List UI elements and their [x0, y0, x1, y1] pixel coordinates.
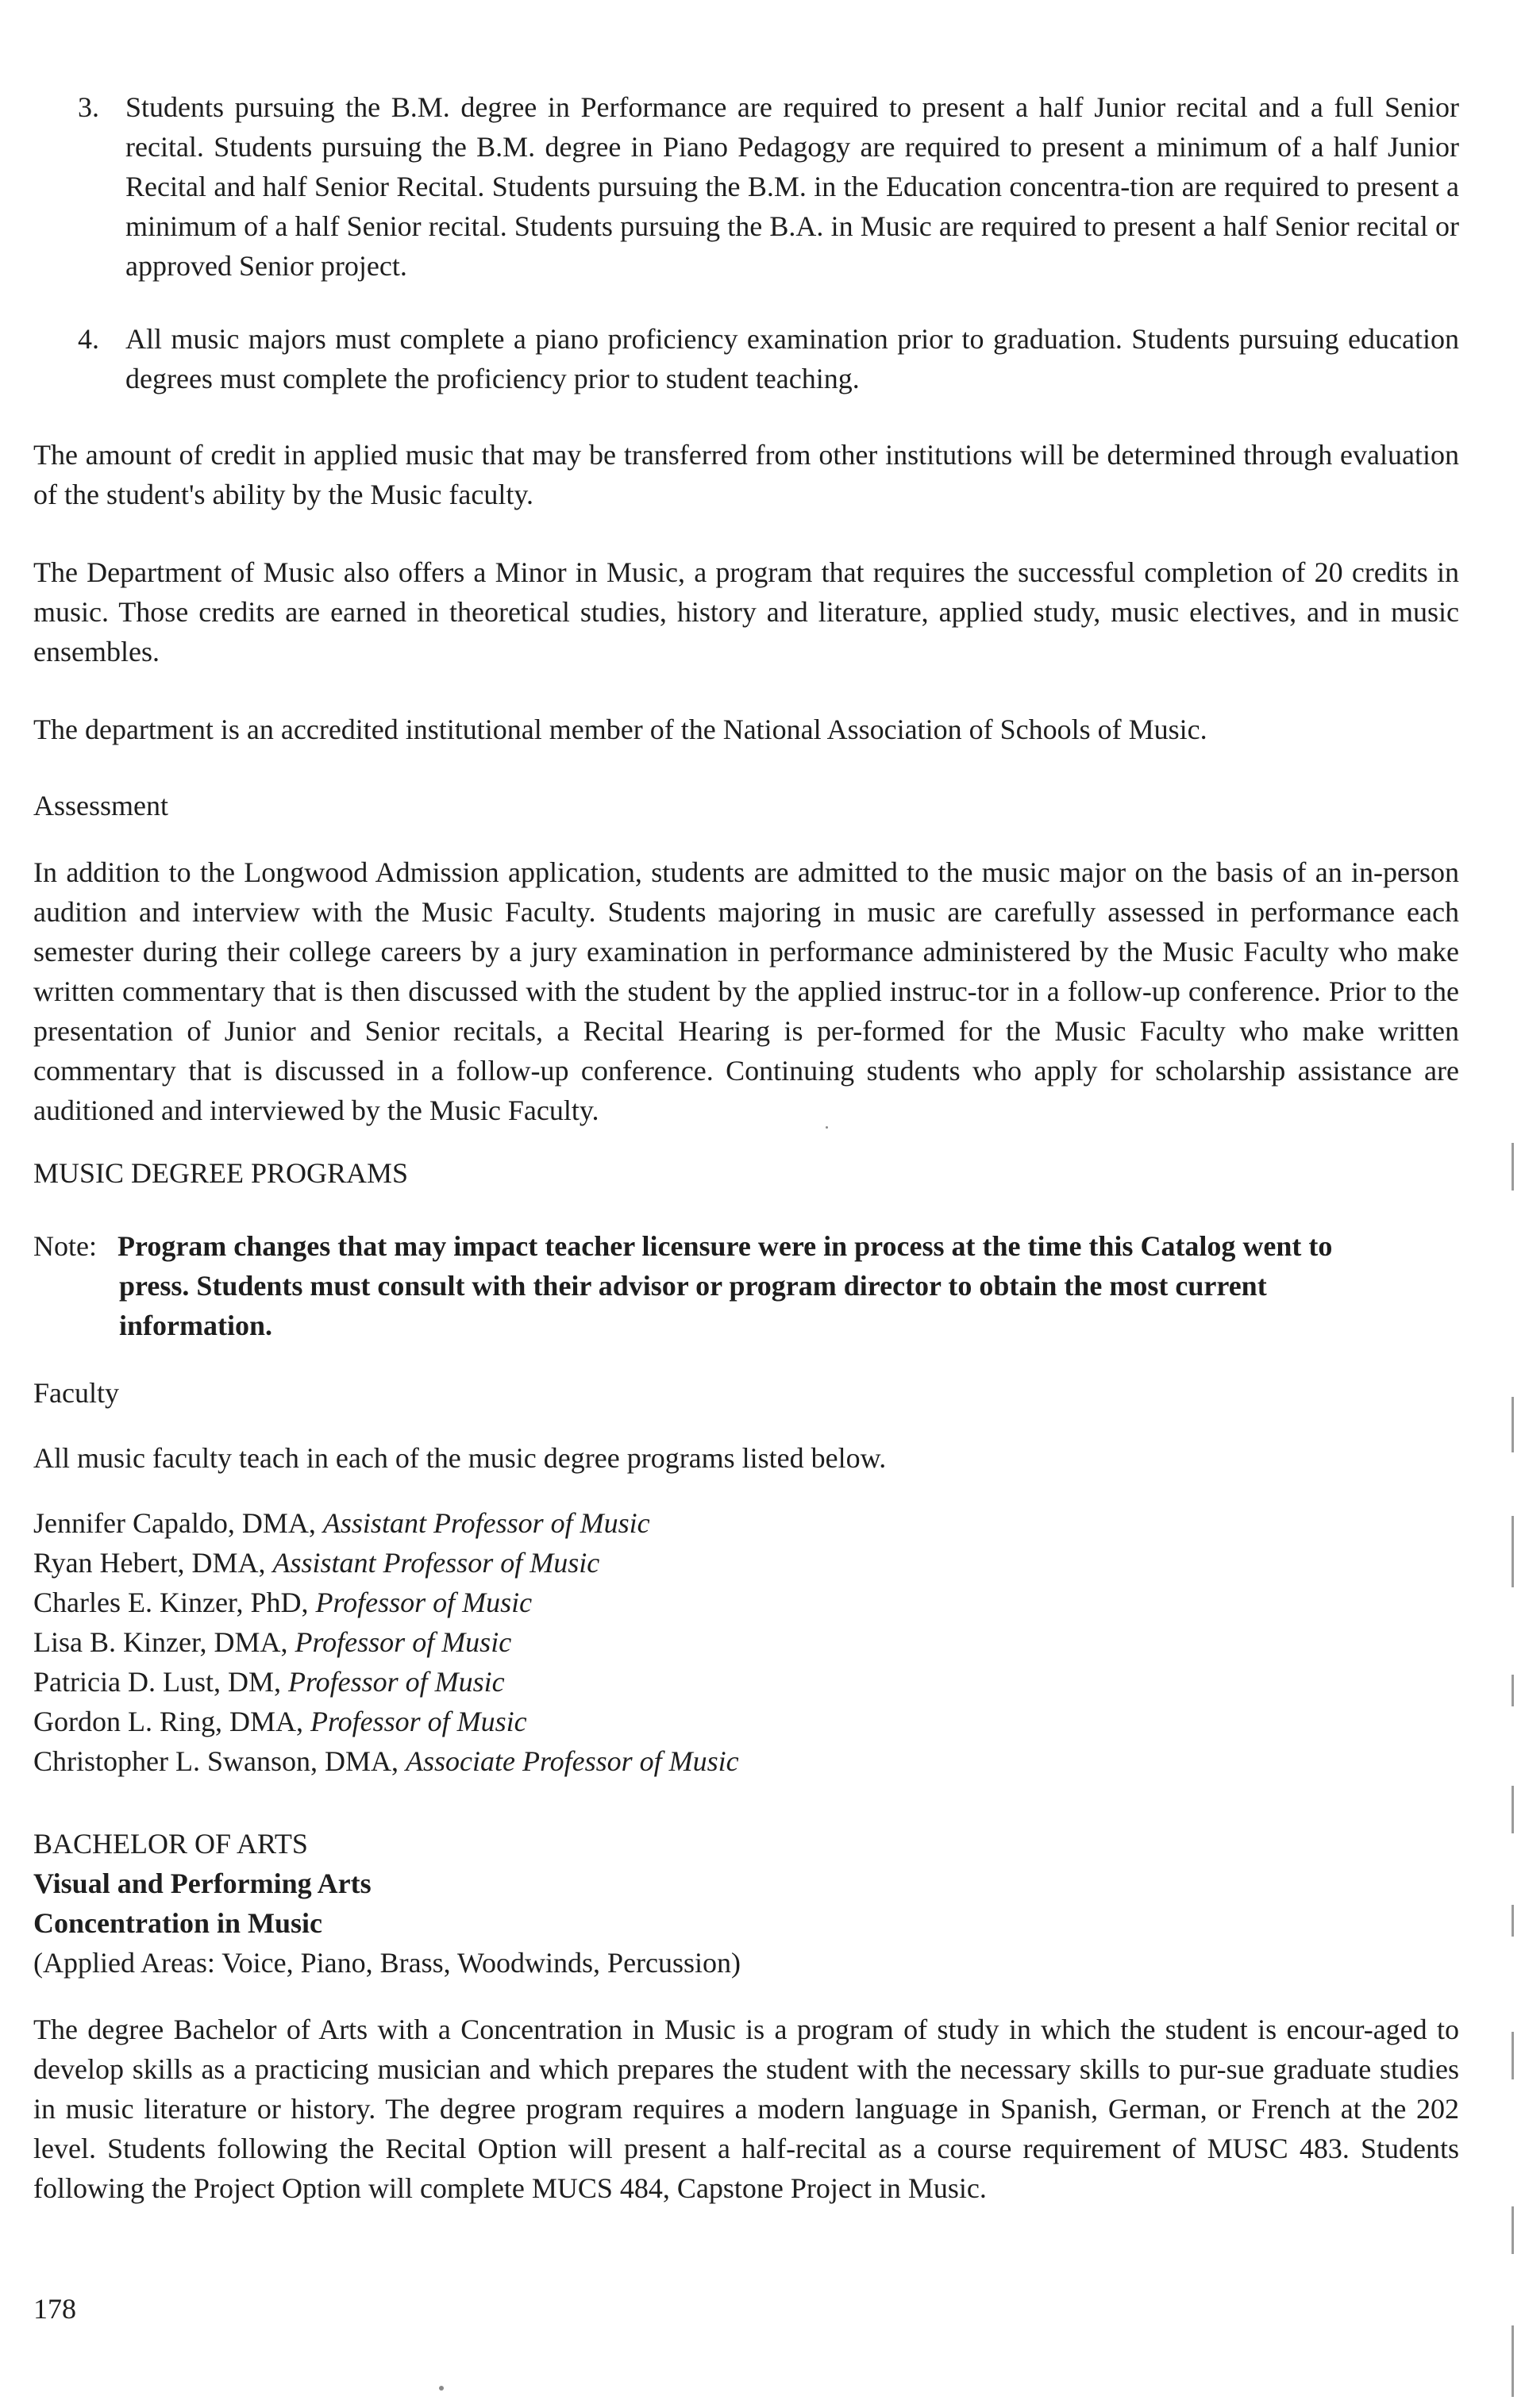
faculty-heading: Faculty — [33, 1377, 119, 1409]
list-item-3 — [78, 87, 1459, 286]
faculty-title: Associate Professor of Music — [405, 1745, 739, 1777]
faculty-intro: All music faculty teach in each of the music degree programs listed below. — [33, 1442, 887, 1474]
faculty-name: Ryan Hebert, DMA, — [33, 1547, 266, 1579]
faculty-title: Professor of Music — [287, 1666, 505, 1698]
note-text: Program changes that may impact teacher licensure were in process at the time this Catalog went to press. Students must consult with their advisor or program director to obtain the most current information. — [117, 1230, 1333, 1341]
scan-edge-mark — [1512, 1905, 1514, 1937]
faculty-name: Lisa B. Kinzer, DMA, — [33, 1626, 288, 1658]
scan-edge-mark — [1512, 1516, 1514, 1587]
scan-speck — [439, 2386, 444, 2391]
list-item-number: 3. — [78, 91, 99, 123]
accreditation-paragraph: The department is an accredited institutional member of the National Association of Schools of Music. — [33, 714, 1207, 745]
faculty-name: Christopher L. Swanson, DMA, — [33, 1745, 399, 1777]
faculty-title: Professor of Music — [310, 1706, 527, 1737]
faculty-member — [33, 1662, 505, 1702]
faculty-member — [33, 1543, 599, 1583]
scan-edge-mark — [1512, 1143, 1514, 1191]
music-degree-programs-heading: MUSIC DEGREE PROGRAMS — [33, 1157, 409, 1189]
faculty-title: Professor of Music — [295, 1626, 512, 1658]
page-number: 178 — [33, 2293, 76, 2325]
faculty-name: Charles E. Kinzer, PhD, — [33, 1587, 309, 1618]
assessment-paragraph: In addition to the Longwood Admission application, students are admitted to the music major on the basis of an in-person audition and interview with the Music Faculty. Students majoring in music are carefully assessed in performance each semester during their college careers by a jury examination in performance administered by the Music Faculty who make written commentary that is then discussed with the student by the applied instruc-tor in a follow-up conference. Prior to the presentation of Junior and Senior recitals, a Recital Hearing is per-formed for the Music Faculty who make written commentary that is discussed in a follow-up conference. Continuing students who apply for scholarship assistance are auditioned and interviewed by the Music Faculty. — [33, 856, 1459, 1126]
faculty-name: Patricia D. Lust, DM, — [33, 1666, 281, 1698]
bachelor-heading: BACHELOR OF ARTS — [33, 1828, 308, 1860]
list-item-text: All music majors must complete a piano proficiency examination prior to graduation. Students pursuing education degrees must complete the proficiency prior to student teaching. — [125, 323, 1459, 394]
faculty-title: Assistant Professor of Music — [272, 1547, 600, 1579]
bachelor-subheading-arts: Visual and Performing Arts — [33, 1868, 372, 1899]
scan-edge-mark — [1512, 2206, 1514, 2254]
faculty-member — [33, 1622, 511, 1662]
faculty-member — [33, 1741, 739, 1781]
faculty-title: Professor of Music — [315, 1587, 533, 1618]
list-item-number: 4. — [78, 323, 99, 355]
scan-edge-mark — [1512, 2325, 1514, 2397]
scan-speck — [826, 1126, 828, 1129]
applied-areas: (Applied Areas: Voice, Piano, Brass, Woodwinds, Percussion) — [33, 1947, 741, 1979]
note-label: Note: — [33, 1230, 97, 1262]
bachelor-subheading-concentration: Concentration in Music — [33, 1907, 322, 1939]
minor-paragraph: The Department of Music also offers a Minor in Music, a program that requires the successful completion of 20 credits in music. Those credits are earned in theoretical studies, history and literature, applied study, music electives, and in music ensembles. — [33, 556, 1459, 667]
faculty-name: Gordon L. Ring, DMA, — [33, 1706, 303, 1737]
faculty-member — [33, 1503, 650, 1543]
faculty-member — [33, 1583, 532, 1622]
scan-edge-mark — [1512, 1675, 1514, 1706]
faculty-member — [33, 1702, 527, 1741]
scan-edge-mark — [1512, 1786, 1514, 1833]
bachelor-paragraph: The degree Bachelor of Arts with a Concentration in Music is a program of study in which the student is encour-aged to develop skills as a practicing musician and which prepares the student with the necessary skills to pur-sue graduate studies in music literature or history. The degree program requires a modern language in Spanish, German, or French at the 202 level. Students following the Recital Option will present a half-recital as a course requirement of MUSC 483. Students following the Project Option will complete MUCS 484, Capstone Project in Music. — [33, 2014, 1459, 2204]
list-item-text: Students pursuing the B.M. degree in Performance are required to present a half Junior recital and a full Senior recital. Students pursuing the B.M. degree in Piano Pedagogy are required to present a minimum of a half Junior Recital and half Senior Recital. Students pursuing the B.M. in the Education concentra-tion are required to present a minimum of a half Senior recital. Students pursuing the B.A. in Music are required to present a half Senior recital or approved Senior project. — [125, 91, 1459, 282]
scan-edge-mark — [1512, 2032, 1514, 2079]
transfer-credit-paragraph: The amount of credit in applied music that may be transferred from other institutions will be determined through evaluation of the student's ability by the Music faculty. — [33, 439, 1459, 510]
assessment-heading: Assessment — [33, 790, 168, 821]
faculty-title: Assistant Professor of Music — [322, 1507, 650, 1539]
list-item-4 — [78, 319, 1459, 398]
scan-edge-mark — [1512, 1397, 1514, 1452]
faculty-name: Jennifer Capaldo, DMA, — [33, 1507, 316, 1539]
